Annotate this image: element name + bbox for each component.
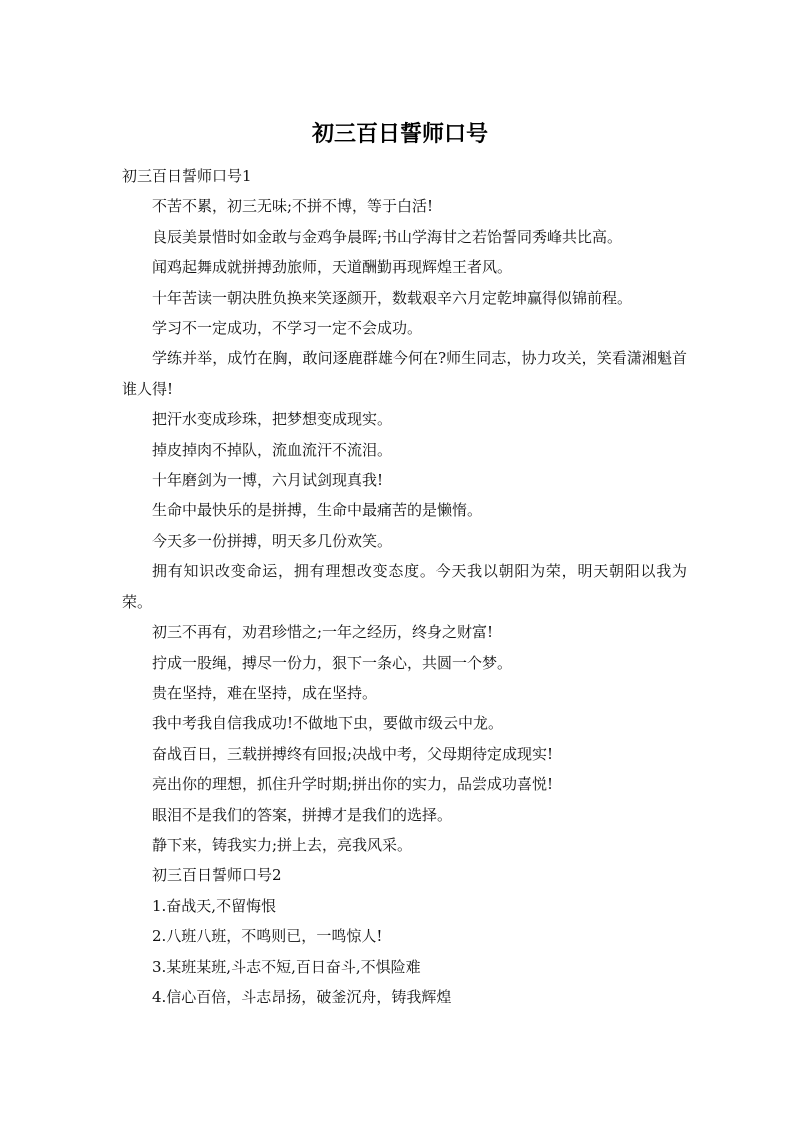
section-heading-1: 初三百日誓师口号1 [122, 167, 252, 185]
slogan-line: 把汗水变成珍珠，把梦想变成现实。 [152, 410, 393, 429]
slogan-line: 亮出你的理想，抓住升学时期;拼出你的实力，品尝成功喜悦! [152, 775, 554, 794]
slogan-line: 静下来，铸我实力;拼上去，亮我风采。 [152, 835, 413, 854]
document-body [122, 161, 687, 1012]
slogan-line: 学习不一定成功，不学习一定不会成功。 [152, 319, 423, 338]
slogan-line: 贵在坚持，难在坚持，成在坚持。 [152, 683, 378, 702]
slogan-line: 奋战百日，三载拼搏终有回报;决战中考，父母期待定成现实! [152, 744, 554, 763]
slogan-line: 良辰美景惜时如金敢与金鸡争晨晖;书山学海甘之若饴誓同秀峰共比高。 [152, 227, 623, 246]
slogan-line: 眼泪不是我们的答案，拼搏才是我们的选择。 [152, 805, 453, 824]
slogan-line: 我中考我自信我成功!不做地下虫，要做市级云中龙。 [152, 714, 504, 733]
slogan-line: 生命中最快乐的是拼搏，生命中最痛苦的是懒惰。 [152, 501, 483, 520]
numbered-slogan: 3.某班某班,斗志不短,百日奋斗,不惧险难 [152, 957, 421, 976]
slogan-line: 十年磨剑为一博，六月试剑现真我! [152, 471, 384, 490]
slogan-line: 拥有知识改变命运，拥有理想改变态度。今天我以朝阳为荣，明天朝阳以我为荣。 [122, 562, 687, 611]
numbered-slogan: 4.信心百倍，斗志昂扬，破釜沉舟，铸我辉煌 [152, 987, 452, 1006]
slogan-line: 今天多一份拼搏，明天多几份欢笑。 [152, 531, 393, 550]
slogan-line: 掉皮掉肉不掉队，流血流汗不流泪。 [152, 440, 393, 459]
slogan-line: 拧成一股绳，搏尽一份力，狠下一条心，共圆一个梦。 [152, 653, 513, 672]
slogan-line: 十年苦读一朝决胜负换来笑逐颜开，数载艰辛六月定乾坤赢得似锦前程。 [152, 288, 633, 307]
numbered-slogan: 2.八班八班，不鸣则已，一鸣惊人! [152, 927, 383, 946]
numbered-slogan: 1.奋战天,不留悔恨 [152, 896, 277, 915]
slogan-line: 不苦不累，初三无味;不拼不博，等于白活! [152, 197, 434, 216]
slogan-line: 初三不再有，劝君珍惜之;一年之经历，终身之财富! [152, 623, 494, 642]
section-heading-2: 初三百日誓师口号2 [152, 866, 282, 885]
document-title: 初三百日誓师口号 [311, 122, 488, 147]
slogan-line: 闻鸡起舞成就拼搏劲旅师，天道酬勤再现辉煌王者风。 [152, 258, 513, 277]
slogan-line: 学练并举，成竹在胸，敢问逐鹿群雄今何在?师生同志，协力攻关，笑看潇湘魁首谁人得! [122, 349, 687, 398]
